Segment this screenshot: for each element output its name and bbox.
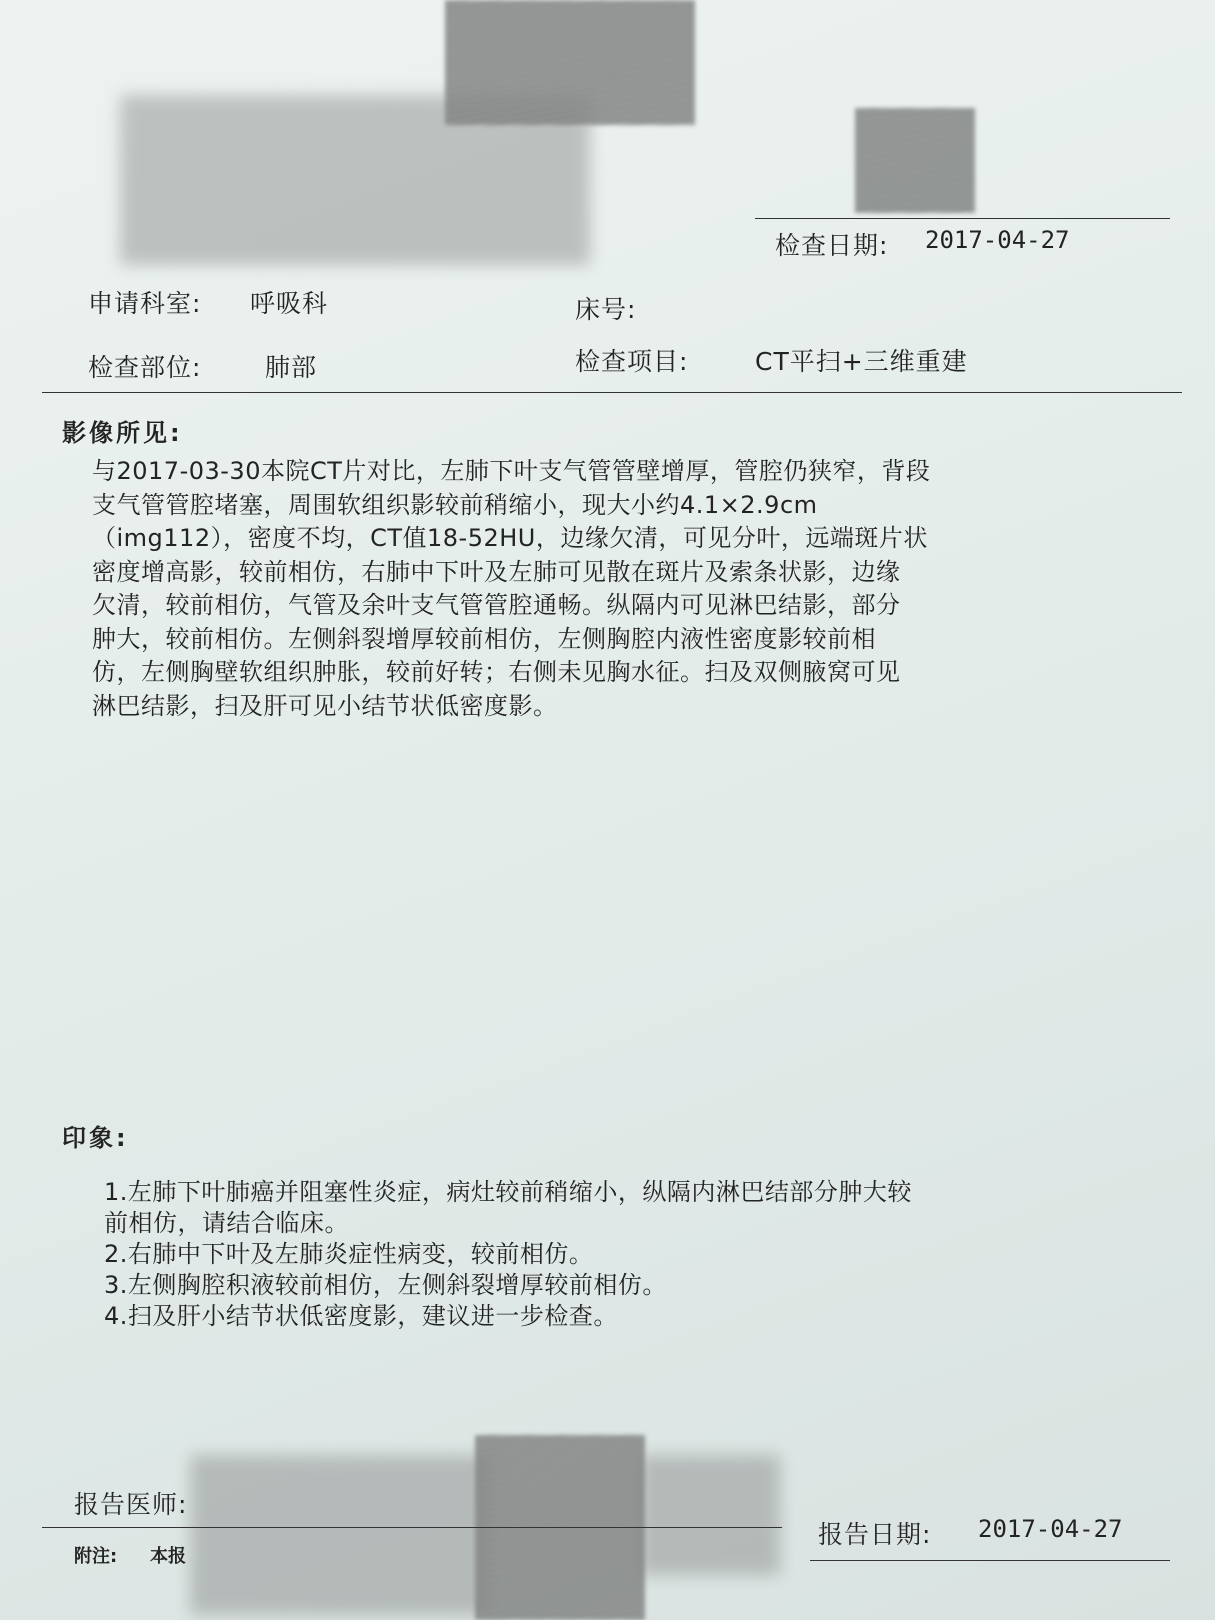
footer-right-rule — [810, 1560, 1170, 1561]
exam-part-label: 检查部位: — [88, 353, 202, 382]
report-date-value: 2017-04-27 — [978, 1515, 1123, 1543]
dept-label: 申请科室: — [88, 289, 202, 318]
footer-left-rule — [42, 1527, 782, 1528]
impression-item: 1.左肺下叶肺癌并阻塞性炎症，病灶较前稍缩小，纵隔内淋巴结部分肿大较 前相仿，请结合临床。 — [104, 1178, 912, 1237]
impression-list — [104, 1177, 1104, 1332]
report-date-label: 报告日期: — [818, 1520, 932, 1549]
exam-item-value: CT平扫+三维重建 — [755, 347, 968, 376]
redaction-scribble — [190, 1455, 490, 1615]
dept-value: 呼吸科 — [250, 289, 329, 318]
findings-text: 与2017-03-30本院CT片对比，左肺下叶支气管管壁增厚，管腔仍狭窄，背段 支气管管腔堵塞，周围软组织影较前稍缩小，现大小约4.1×2.9cm （img112），密度不均，CT值18-52HU，边缘欠清，可见分叶，远端斑片状 密度增高影，较前相仿，右肺中下叶及左肺可见散在斑片及索条状影，边缘 欠清，较前相仿，气管及余叶支气管管腔通畅。纵隔内可见淋巴结影，部分 肿大，较前相仿。左侧斜裂增厚较前相仿，左侧胸腔内液性密度影较前相 仿，左侧胸壁软组织肿胀，较前好转；右侧未见胸水征。扫及双侧腋窝可见 淋巴结影，扫及肝可见小结节状低密度影。 — [92, 457, 931, 720]
info-divider — [42, 392, 1182, 393]
note-text: 本报 — [150, 1546, 186, 1567]
bed-label: 床号: — [575, 295, 637, 324]
redaction-scribble — [640, 1455, 780, 1575]
exam-part-value: 肺部 — [265, 353, 318, 382]
redaction-scribble — [445, 0, 695, 125]
impression-item: 3.左侧胸腔积液较前相仿，左侧斜裂增厚较前相仿。 — [104, 1271, 667, 1299]
note-label: 附注: — [74, 1546, 118, 1567]
exam-item-label: 检查项目: — [575, 347, 689, 376]
impression-item: 2.右肺中下叶及左肺炎症性病变，较前相仿。 — [104, 1240, 594, 1268]
doctor-label: 报告医师: — [74, 1490, 188, 1519]
header-top-rule — [755, 218, 1170, 219]
redaction-scribble — [855, 108, 975, 213]
findings-heading: 影像所见: — [62, 419, 183, 447]
impression-heading: 印象: — [62, 1124, 129, 1152]
impression-item: 4.扫及肝小结节状低密度影，建议进一步检查。 — [104, 1302, 618, 1330]
exam-date-label: 检查日期: — [775, 231, 889, 260]
exam-date-value: 2017-04-27 — [925, 226, 1070, 254]
